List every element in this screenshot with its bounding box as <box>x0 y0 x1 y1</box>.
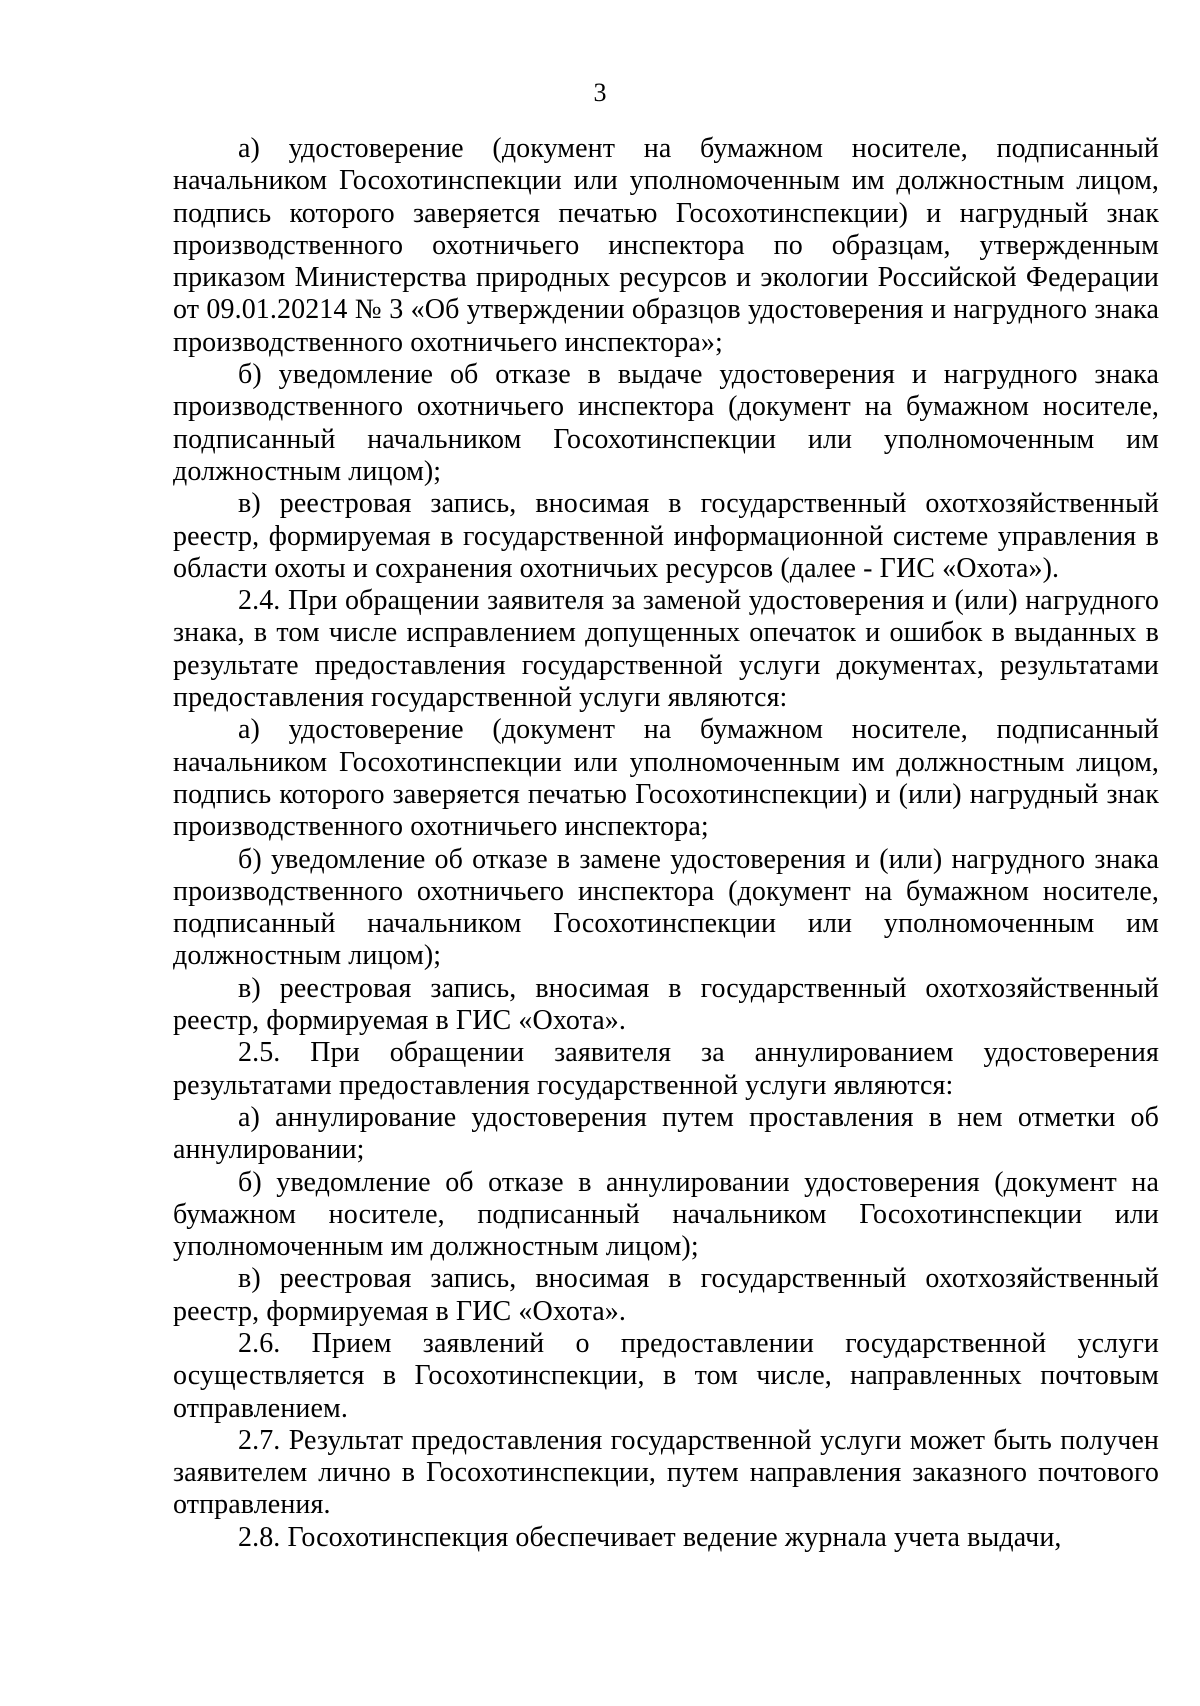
paragraph-2-4: 2.4. При обращении заявителя за заменой удостоверения и (или) нагрудного знака, в том числе исправлением допущенных опечаток и ошибок в выданных в результате предоставления государственной услуги документах, результатами предоставления государственной услуги являются: <box>173 585 1159 714</box>
paragraph-2-4-a: а) удостоверение (документ на бумажном носителе, подписанный начальником Госохотинспекции или уполномоченным им должностным лицом, подпись которого заверяется печатью Госохотинспекции) и (или) нагрудный знак производственного охотничьего инспектора; <box>173 714 1159 843</box>
document-body <box>173 133 1159 1554</box>
paragraph-2-5: 2.5. При обращении заявителя за аннулированием удостоверения результатами предоставления государственной услуги являются: <box>173 1037 1159 1101</box>
paragraph-2-3-a: а) удостоверение (документ на бумажном носителе, подписанный начальником Госохотинспекции или уполномоченным им должностным лицом, подпись которого заверяется печатью Госохотинспекции) и нагрудный знак производственного охотничьего инспектора по образцам, утвержденным приказом Министерства природных ресурсов и экологии Российской Федерации от 09.01.20214 № 3 «Об утверждении образцов удостоверения и нагрудного знака производственного охотничьего инспектора»; <box>173 133 1159 358</box>
paragraph-2-6: 2.6. Прием заявлений о предоставлении государственной услуги осуществляется в Госохотинспекции, в том числе, направленных почтовым отправлением. <box>173 1327 1159 1424</box>
page-number: 3 <box>593 78 607 107</box>
paragraph-2-5-a: а) аннулирование удостоверения путем проставления в нем отметки об аннулировании; <box>173 1101 1159 1166</box>
paragraph-2-8: 2.8. Госохотинспекция обеспечивает ведение журнала учета выдачи, <box>238 1521 1062 1553</box>
paragraph-2-3-b: б) уведомление об отказе в выдаче удостоверения и нагрудного знака производственного охотничьего инспектора (документ на бумажном носителе, подписанный начальником Госохотинспекции или уполномоченным им должностным лицом); <box>173 359 1159 487</box>
paragraph-2-5-b: б) уведомление об отказе в аннулировании удостоверения (документ на бумажном носителе, подписанный начальником Госохотинспекции или уполномоченным им должностным лицом); <box>173 1166 1159 1263</box>
paragraph-2-4-v: в) реестровая запись, вносимая в государственный охотхозяйственный реестр, формируемая в ГИС «Охота». <box>173 972 1159 1037</box>
paragraph-2-4-b: б) уведомление об отказе в замене удостоверения и (или) нагрудного знака производственного охотничьего инспектора (документ на бумажном носителе, подписанный начальником Госохотинспекции или уполномоченным им должностным лицом); <box>173 843 1159 972</box>
paragraph-2-5-v: в) реестровая запись, вносимая в государственный охотхозяйственный реестр, формируемая в ГИС «Охота». <box>173 1263 1159 1327</box>
paragraph-2-7: 2.7. Результат предоставления государственной услуги может быть получен заявителем лично в Госохотинспекции, путем направления заказного почтового отправления. <box>173 1424 1159 1521</box>
paragraph-2-3-v: в) реестровая запись, вносимая в государственный охотхозяйственный реестр, формируемая в государственной информационной системе управления в области охоты и сохранения охотничьих ресурсов (далее - ГИС «Охота»). <box>173 488 1159 584</box>
